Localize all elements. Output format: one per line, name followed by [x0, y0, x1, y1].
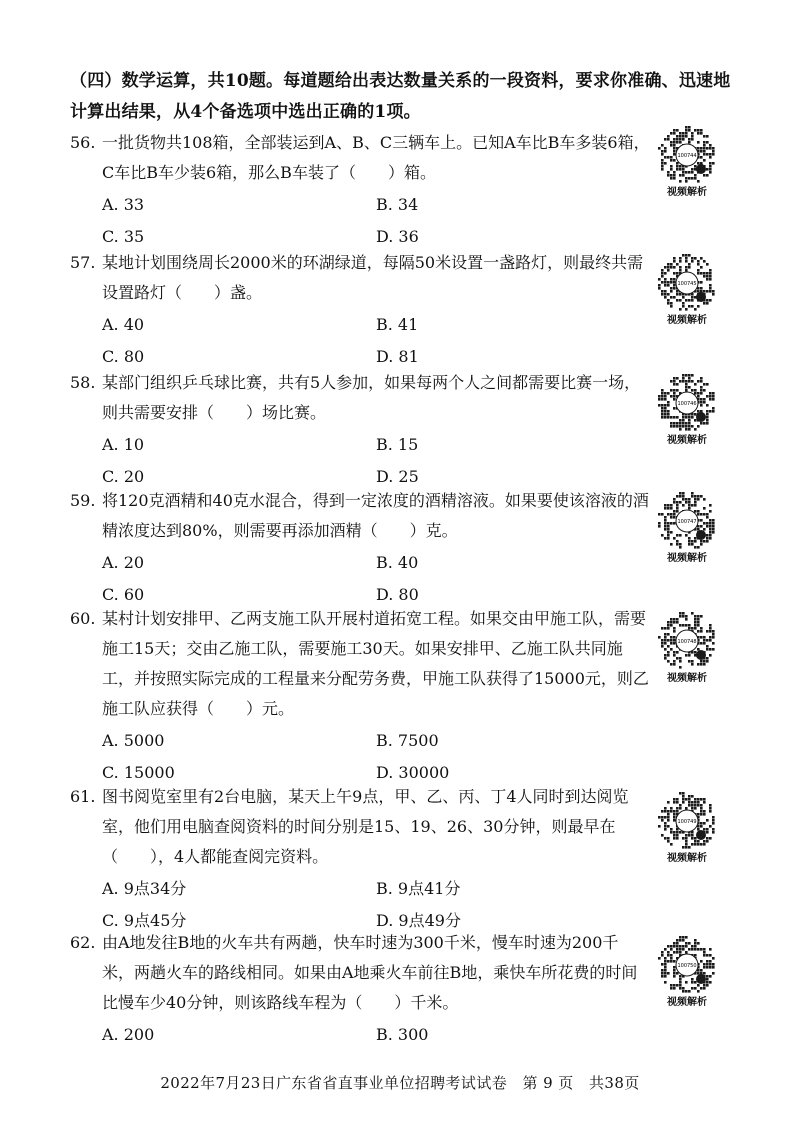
question-number: 62.	[70, 933, 96, 952]
qr-code-icon	[656, 372, 718, 434]
option-c: C. 20	[102, 467, 145, 486]
question-60	[70, 604, 650, 788]
option-a: A. 9点34分	[102, 879, 187, 898]
option-c: C. 35	[102, 227, 145, 246]
qr-code-icon	[656, 124, 718, 186]
option-d: D. 36	[376, 227, 419, 246]
question-62	[70, 928, 650, 1050]
qr-code-number: 100749	[677, 819, 697, 825]
qr-label: 视频解析	[667, 435, 707, 446]
qr-code-number: 100747	[677, 519, 697, 525]
option-a: A. 40	[102, 315, 145, 334]
option-a: A. 200	[102, 1025, 155, 1044]
question-stem: 由A地发往B地的火车共有两趟，快车时速为300千米，慢车时速为200千米，两趟火车的路线相同。如果由A地乘火车前往B地，乘快车所花费的时间比慢车少40分钟，则该路线车程为（ ）千米。	[102, 933, 638, 1012]
option-d: D. 25	[376, 467, 419, 486]
option-c: C. 80	[102, 347, 145, 366]
qr-code-icon	[656, 252, 718, 314]
qr-code-number: 100746	[677, 401, 697, 407]
option-b: B. 41	[376, 315, 419, 334]
question-number: 59.	[70, 491, 96, 510]
question-59	[70, 486, 650, 610]
option-b: B. 300	[376, 1025, 429, 1044]
option-d: D. 81	[376, 347, 419, 366]
question-number: 60.	[70, 609, 96, 628]
question-58	[70, 368, 650, 492]
option-b: B. 40	[376, 553, 419, 572]
qr-code-number: 100745	[677, 281, 697, 287]
video-qr-60[interactable]	[656, 610, 718, 685]
option-b: B. 7500	[376, 731, 439, 750]
qr-label: 视频解析	[667, 673, 707, 684]
question-61	[70, 782, 650, 936]
question-stem: 某地计划围绕周长2000米的环湖绿道，每隔50米设置一盏路灯，则最终共需设置路灯（ ）盏。	[102, 253, 644, 302]
video-qr-58[interactable]	[656, 372, 718, 447]
video-qr-56[interactable]	[656, 124, 718, 199]
video-qr-62[interactable]	[656, 934, 718, 1009]
qr-label: 视频解析	[667, 997, 707, 1008]
question-stem: 某部门组织乒乓球比赛，共有5人参加，如果每两个人之间都需要比赛一场，则共需要安排（ ）场比赛。	[102, 373, 641, 422]
option-b: B. 15	[376, 435, 419, 454]
video-qr-57[interactable]	[656, 252, 718, 327]
option-c: C. 15000	[102, 763, 175, 782]
qr-code-number: 100750	[677, 963, 697, 969]
option-d: D. 30000	[376, 763, 450, 782]
qr-label: 视频解析	[667, 553, 707, 564]
video-qr-61[interactable]	[656, 790, 718, 865]
qr-code-icon	[656, 790, 718, 852]
option-a: A. 5000	[102, 731, 165, 750]
question-number: 61.	[70, 787, 96, 806]
qr-code-icon	[656, 490, 718, 552]
qr-label: 视频解析	[667, 187, 707, 198]
qr-code-number: 100748	[677, 639, 697, 645]
option-c: C. 9点45分	[102, 911, 187, 930]
qr-code-number: 100744	[677, 153, 697, 159]
question-number: 56.	[70, 133, 96, 152]
option-a: A. 20	[102, 553, 145, 572]
question-stem: 图书阅览室里有2台电脑，某天上午9点，甲、乙、丙、丁4人同时到达阅览室，他们用电脑查阅资料的时间分别是15、19、26、30分钟，则最早在（ ），4人都能查阅完资料。	[102, 787, 629, 866]
question-stem: 某村计划安排甲、乙两支施工队开展村道拓宽工程。如果交由甲施工队，需要施工15天；交由乙施工队，需要施工30天。如果安排甲、乙施工队共同施工，并按照实际完成的工程量来分配劳务费，甲施工队获得了15000元，则乙施工队应获得（ ）元。	[102, 609, 649, 718]
question-56	[70, 128, 650, 252]
option-d: D. 9点49分	[376, 911, 461, 930]
option-a: A. 33	[102, 195, 145, 214]
qr-code-icon	[656, 934, 718, 996]
page-footer: 2022年7月23日广东省省直事业单位招聘考试试卷 第 9 页 共38页	[160, 1074, 640, 1092]
qr-label: 视频解析	[667, 853, 707, 864]
option-a: A. 10	[102, 435, 145, 454]
video-qr-59[interactable]	[656, 490, 718, 565]
question-number: 58.	[70, 373, 96, 392]
option-c: C. 60	[102, 585, 145, 604]
question-number: 57.	[70, 253, 96, 272]
question-stem: 将120克酒精和40克水混合，得到一定浓度的酒精溶液。如果要使该溶液的酒精浓度达到80%，则需要再添加酒精（ ）克。	[102, 491, 649, 540]
qr-code-icon	[656, 610, 718, 672]
option-d: D. 80	[376, 585, 419, 604]
option-b: B. 9点41分	[376, 879, 461, 898]
question-57	[70, 248, 650, 372]
qr-label: 视频解析	[667, 315, 707, 326]
option-b: B. 34	[376, 195, 419, 214]
section-intro: （四）数学运算，共10题。每道题给出表达数量关系的一段资料，要求你准确、迅速地计算出结果，从4个备选项中选出正确的1项。	[70, 71, 731, 122]
question-stem: 一批货物共108箱，全部装运到A、B、C三辆车上。已知A车比B车多装6箱，C车比B车少装6箱，那么B车装了（ ）箱。	[102, 133, 650, 182]
